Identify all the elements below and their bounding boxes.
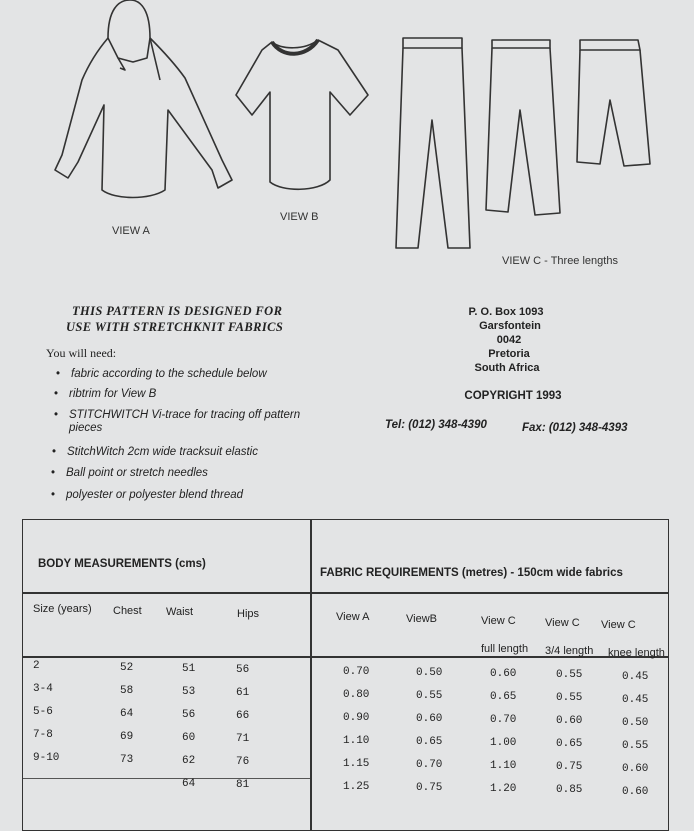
view-b-label: VIEW B [280,211,319,223]
col-view-c-full: View C [481,615,516,627]
cell-view-b: 0.65 [416,735,443,748]
cell-view-c-full: 0.70 [490,714,517,727]
subcol-three-quarter-length: 3/4 length [545,645,594,657]
view-c-label: VIEW C - Three lengths [502,255,618,267]
telephone: Tel: (012) 348-4390 [385,419,487,431]
cell-view-c-full: 0.60 [490,668,517,681]
address-suburb: Garsfontein [479,320,541,332]
col-view-a: View A [336,611,370,623]
address-pobox: P. O. Box 1093 [468,306,544,318]
cell-view-c-three-quarter: 0.85 [556,784,583,797]
need-item-fabric: • fabric according to the schedule below [71,368,267,380]
subcol-full-length: full length [481,643,529,655]
address-country: South Africa [474,362,540,374]
cell-view-a: 1.25 [343,780,370,793]
cell-view-c-knee: 0.60 [622,785,649,798]
designed-for-line1: THIS PATTERN IS DESIGNED FOR [72,304,283,318]
cell-view-c-full: 0.65 [490,691,517,704]
cell-waist: 62 [182,754,196,767]
cell-chest: 58 [120,684,134,697]
cell-view-c-full: 1.00 [490,737,517,750]
cell-size: 2 [33,660,40,672]
cell-view-c-three-quarter: 0.55 [556,669,583,682]
you-will-need-title: You will need: [46,346,117,360]
cell-view-a: 0.80 [343,688,370,701]
fabric-requirements-heading: FABRIC REQUIREMENTS (metres) - 150cm wide fabrics [320,567,623,579]
cell-waist: 64 [182,777,196,790]
subcol-knee-length: knee length [608,647,665,659]
col-chest: Chest [113,605,142,617]
view-c-full-length-sketch [396,38,470,248]
fax: Fax: (012) 348-4393 [522,422,628,434]
col-hips: Hips [237,608,260,620]
cell-size: 7-8 [33,729,53,741]
cell-hips: 76 [236,755,250,768]
cell-view-c-full: 1.10 [490,760,517,773]
view-a-hooded-top-sketch [55,0,232,198]
col-view-c-three-quarter: View C [545,617,580,629]
cell-chest: 73 [120,753,134,766]
cell-hips: 71 [236,732,250,745]
cell-view-c-full: 1.20 [490,783,517,796]
cell-view-c-three-quarter: 0.75 [556,761,583,774]
cell-waist: 53 [182,685,196,698]
cell-view-c-knee: 0.45 [622,670,649,683]
col-size: Size (years) [33,603,92,615]
address-postcode: 0042 [496,334,522,346]
cell-chest: 52 [120,661,134,674]
need-item-stitchwitch: • STITCHWITCH Vi-trace for tracing off pattern [69,409,300,421]
cell-view-c-knee: 0.55 [622,739,649,752]
cell-size: 3-4 [33,683,53,695]
cell-view-c-knee: 0.45 [622,693,649,706]
col-view-c-knee: View C [601,619,636,631]
cell-view-a: 0.90 [343,711,370,724]
cell-view-b: 0.70 [416,758,443,771]
need-item-needles: • Ball point or stretch needles [66,467,208,479]
need-item-ribtrim: • ribtrim for View B [69,388,156,400]
need-item-stitchwitch-cont: pieces [69,422,103,434]
cell-view-b: 0.75 [416,781,443,794]
table-divider-header [23,592,668,594]
cell-size: 5-6 [33,706,53,718]
cell-view-a: 1.15 [343,757,370,770]
view-c-knee-length-sketch [577,40,650,166]
cell-hips: 66 [236,709,250,722]
cell-view-a: 0.70 [343,665,370,678]
cell-hips: 81 [236,778,250,791]
cell-chest: 64 [120,707,134,720]
cell-waist: 56 [182,708,196,721]
view-b-tshirt-sketch [236,40,368,189]
cell-view-b: 0.55 [416,689,443,702]
cell-view-a: 1.10 [343,734,370,747]
cell-hips: 61 [236,686,250,699]
cell-view-b: 0.60 [416,712,443,725]
cell-view-c-knee: 0.50 [622,716,649,729]
cell-waist: 60 [182,731,196,744]
copyright: COPYRIGHT 1993 [464,390,562,402]
cell-view-c-three-quarter: 0.65 [556,738,583,751]
cell-view-c-three-quarter: 0.55 [556,692,583,705]
cell-view-b: 0.50 [416,666,443,679]
designed-for-line2: USE WITH STRETCHKNIT FABRICS [66,320,284,334]
cell-view-c-knee: 0.60 [622,762,649,775]
cell-view-c-three-quarter: 0.60 [556,715,583,728]
cell-hips: 56 [236,663,250,676]
body-measurements-heading: BODY MEASUREMENTS (cms) [38,558,206,570]
table-divider-row [23,778,310,779]
view-a-label: VIEW A [112,225,150,237]
need-item-thread: • polyester or polyester blend thread [66,489,243,501]
col-waist: Waist [166,606,194,618]
address-city: Pretoria [488,348,530,360]
cell-size: 9-10 [33,752,60,764]
view-c-three-quarter-sketch [486,40,560,215]
cell-waist: 51 [182,662,196,675]
need-item-elastic: • StitchWitch 2cm wide tracksuit elastic [67,446,258,458]
table-divider-vertical [310,520,312,830]
cell-chest: 69 [120,730,134,743]
col-view-b: ViewB [406,613,437,625]
